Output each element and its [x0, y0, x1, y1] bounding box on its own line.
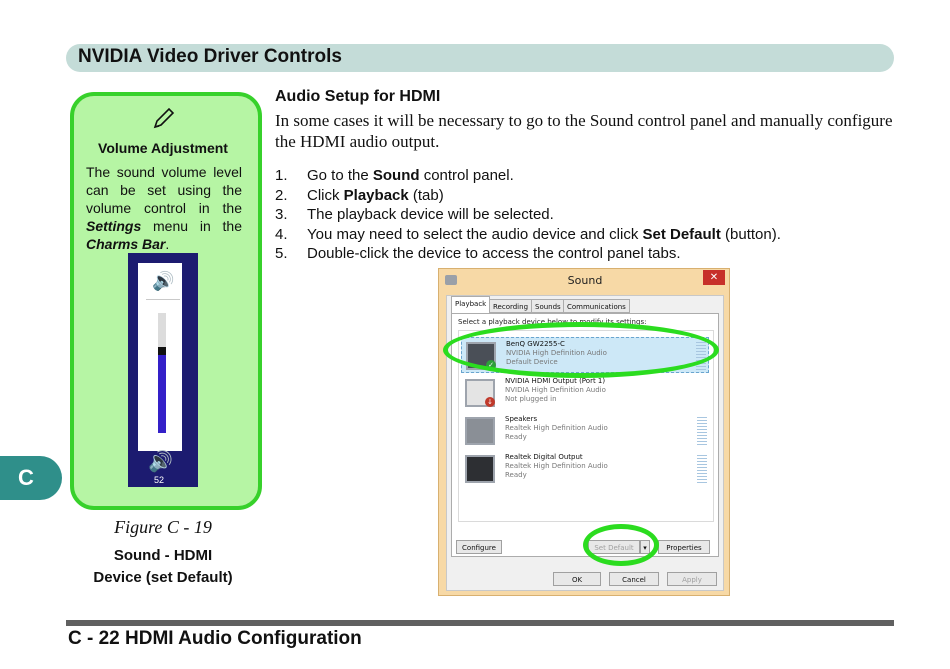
device-item[interactable]: Realtek Digital Output Realtek High Definition Audio Ready	[461, 451, 709, 487]
page-header-title: NVIDIA Video Driver Controls	[78, 46, 342, 67]
configure-button[interactable]: Configure	[456, 540, 502, 554]
speaker-icon: 🔊	[152, 271, 175, 291]
note-text: The sound volume level can be set using the volume control in the Settings menu in the Charms Bar.	[86, 164, 242, 252]
apply-button[interactable]: Apply	[667, 572, 717, 586]
volume-icon[interactable]: 🔊	[148, 451, 173, 473]
footer-title: C - 22 HDMI Audio Configuration	[68, 628, 362, 649]
step-item: 2. Click Playback (tab)	[275, 186, 444, 204]
close-icon[interactable]: ✕	[703, 270, 725, 285]
step-item: 3. The playback device will be selected.	[275, 206, 554, 223]
tab-recording[interactable]: Recording	[489, 299, 532, 313]
tab-playback[interactable]: Playback	[451, 296, 490, 313]
pencil-icon	[150, 106, 176, 132]
steps-list	[275, 166, 895, 264]
chevron-down-icon[interactable]: ▾	[640, 540, 650, 554]
dialog-title: Sound	[567, 274, 603, 287]
volume-widget	[128, 253, 198, 487]
intro-paragraph: In some cases it will be necessary to go to the Sound control panel and manually configure the HDMI audio output.	[275, 111, 893, 151]
figure-caption: Sound - HDMI Device (set Default)	[93, 547, 233, 586]
settings-term: Settings	[86, 218, 142, 234]
divider	[146, 299, 180, 300]
unplugged-icon: ↓	[485, 397, 495, 407]
figure-label: Figure C - 19	[114, 517, 212, 537]
charms-bar-term: Charms Bar	[86, 236, 166, 252]
tab-sounds[interactable]: Sounds	[531, 299, 565, 313]
default-check-icon: ✓	[486, 360, 496, 370]
step-item: 4. You may need to select the audio device and click Set Default (button).	[275, 225, 781, 243]
tab-communications[interactable]: Communications	[563, 299, 630, 313]
highlight-ring-set-default	[583, 524, 659, 566]
ok-button[interactable]: OK	[553, 572, 601, 586]
level-meter	[697, 455, 707, 483]
digital-output-icon	[465, 455, 495, 483]
volume-slider-fill	[158, 349, 166, 433]
section-heading: Audio Setup for HDMI	[275, 88, 441, 105]
device-item[interactable]: ✓ BenQ GW2255-C NVIDIA High Definition Audio Default Device	[461, 337, 709, 373]
cancel-button[interactable]: Cancel	[609, 572, 659, 586]
device-prompt: Select a playback device below to modify its settings:	[458, 318, 647, 326]
note-title: Volume Adjustment	[98, 140, 228, 156]
volume-slider-thumb[interactable]	[158, 347, 166, 355]
level-meter	[697, 417, 707, 445]
step-item: 1. Go to the Sound control panel.	[275, 167, 514, 184]
footer-bar	[66, 620, 894, 626]
device-item[interactable]: Speakers Realtek High Definition Audio Ready	[461, 413, 709, 449]
device-item[interactable]: ↓ NVIDIA HDMI Output (Port 1) NVIDIA High Definition Audio Not plugged in	[461, 375, 709, 411]
properties-button[interactable]: Properties	[658, 540, 710, 554]
chapter-tab-letter: C	[18, 465, 34, 490]
highlight-ring-device	[443, 322, 719, 378]
step-item: 5. Double-click the device to access the control panel tabs.	[275, 245, 681, 262]
set-default-button[interactable]: Set Default	[588, 540, 640, 554]
volume-icon-label: 52	[154, 475, 165, 485]
chapter-tab	[0, 456, 62, 500]
speaker-device-icon	[465, 417, 495, 445]
